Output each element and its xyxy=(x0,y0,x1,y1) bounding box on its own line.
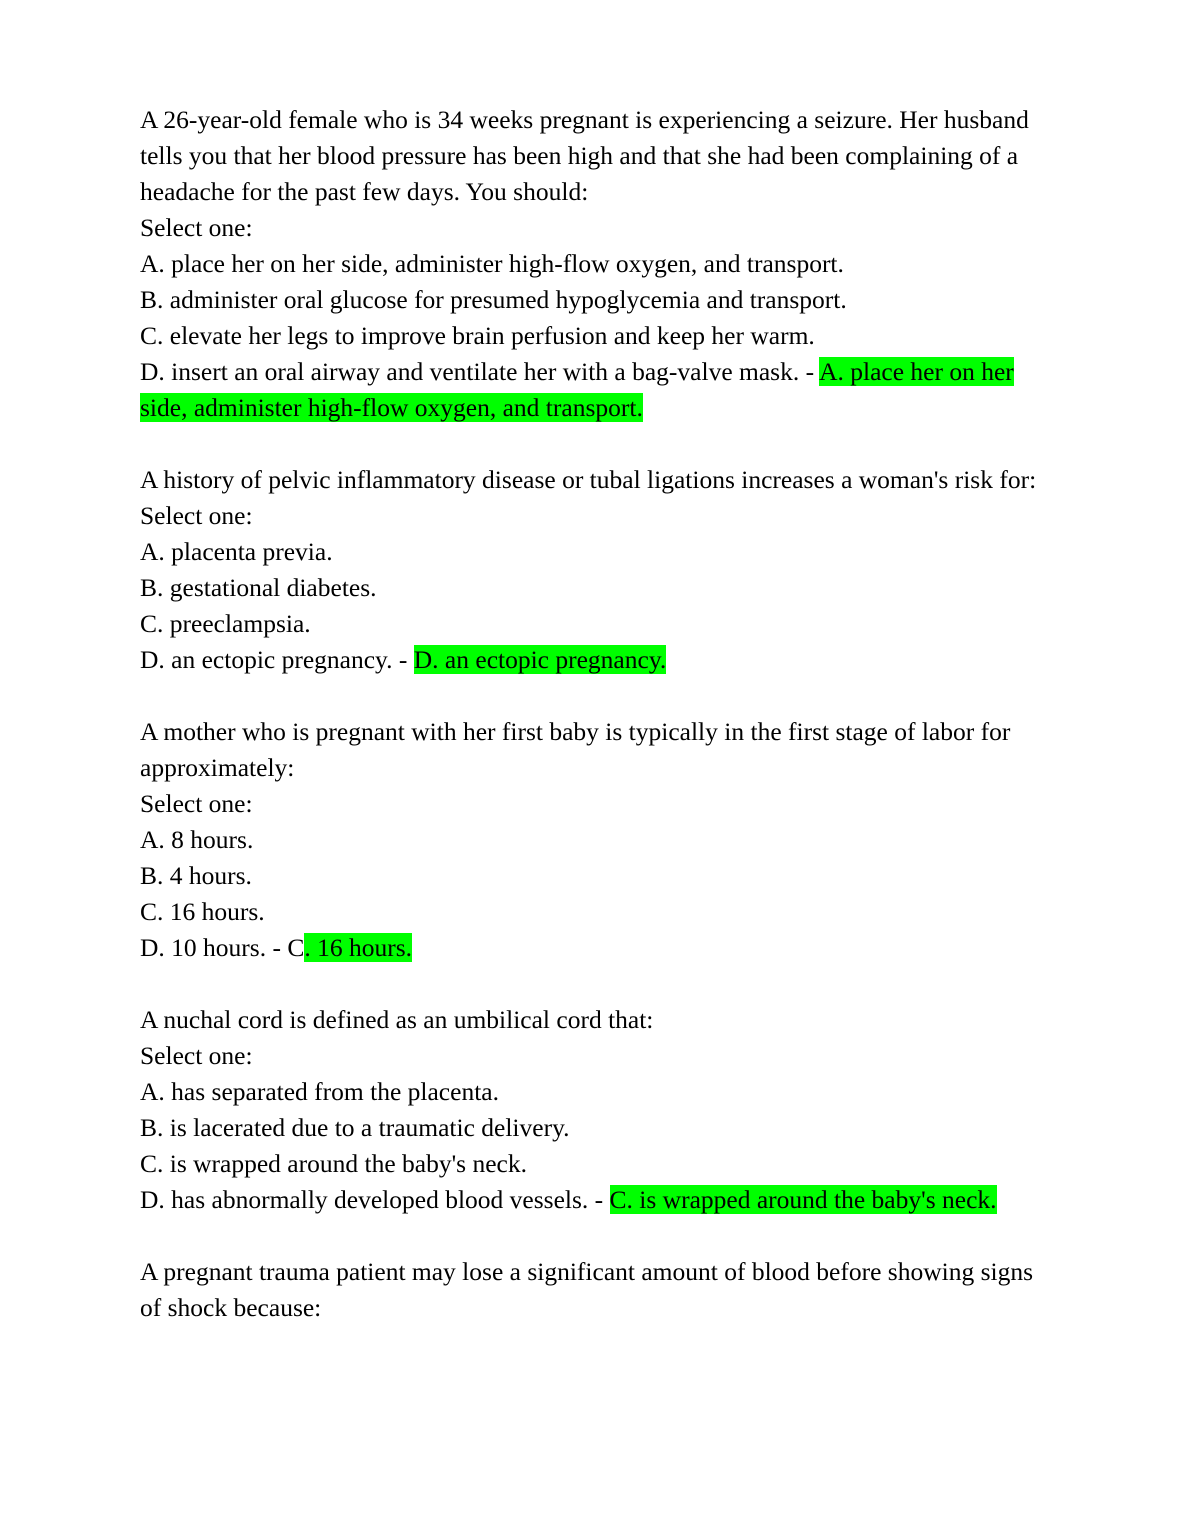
select-prompt: Select one: xyxy=(140,213,253,242)
select-prompt: Select one: xyxy=(140,501,253,530)
question-block xyxy=(140,1254,1040,1326)
select-prompt: Select one: xyxy=(140,789,253,818)
option-d-with-answer xyxy=(140,354,1040,426)
option-b: B. 4 hours. xyxy=(140,861,252,890)
document-page xyxy=(140,102,1040,1362)
question-stem: A nuchal cord is defined as an umbilical cord that: xyxy=(140,1005,654,1034)
option-d-with-answer xyxy=(140,642,1040,678)
option-d-with-answer xyxy=(140,930,1040,966)
option-a: A. has separated from the placenta. xyxy=(140,1077,499,1106)
answer-highlight: D. an ectopic pregnancy. xyxy=(413,645,667,674)
option-b: B. is lacerated due to a traumatic delivery. xyxy=(140,1113,570,1142)
question-block xyxy=(140,102,1040,426)
select-prompt: Select one: xyxy=(140,1041,253,1070)
option-c: C. 16 hours. xyxy=(140,897,265,926)
question-stem: A mother who is pregnant with her first baby is typically in the first stage of labor for approximately: xyxy=(140,717,1011,782)
option-a: A. placenta previa. xyxy=(140,537,333,566)
option-c: C. is wrapped around the baby's neck. xyxy=(140,1149,527,1178)
option-c: C. preeclampsia. xyxy=(140,609,311,638)
option-d: D. 10 hours. - xyxy=(140,933,288,962)
answer-highlight: A. place her on her side, administer high-flow oxygen, and transport. xyxy=(140,357,1014,422)
option-a: A. place her on her side, administer high-flow oxygen, and transport. xyxy=(140,249,844,278)
question-block xyxy=(140,714,1040,966)
question-stem: A history of pelvic inflammatory disease or tubal ligations increases a woman's risk for: xyxy=(140,465,1037,494)
option-b: B. administer oral glucose for presumed hypoglycemia and transport. xyxy=(140,285,847,314)
option-c: C. elevate her legs to improve brain perfusion and keep her warm. xyxy=(140,321,815,350)
answer-highlight: C. is wrapped around the baby's neck. xyxy=(609,1185,997,1214)
option-d: D. insert an oral airway and ventilate her with a bag-valve mask. - xyxy=(140,357,820,386)
question-stem: A pregnant trauma patient may lose a significant amount of blood before showing signs of shock because: xyxy=(140,1257,1034,1322)
option-d: D. an ectopic pregnancy. - xyxy=(140,645,414,674)
option-d: D. has abnormally developed blood vessels. - xyxy=(140,1185,610,1214)
option-b: B. gestational diabetes. xyxy=(140,573,377,602)
question-stem: A 26-year-old female who is 34 weeks pregnant is experiencing a seizure. Her husband tells you that her blood pressure has been high and that she had been complaining of a headache for the past few days. You should: xyxy=(140,105,1029,206)
option-d-with-answer xyxy=(140,1182,1040,1218)
question-block xyxy=(140,462,1040,678)
answer-prefix: C xyxy=(287,933,305,962)
answer-highlight: . 16 hours. xyxy=(304,933,413,962)
question-block xyxy=(140,1002,1040,1218)
option-a: A. 8 hours. xyxy=(140,825,254,854)
